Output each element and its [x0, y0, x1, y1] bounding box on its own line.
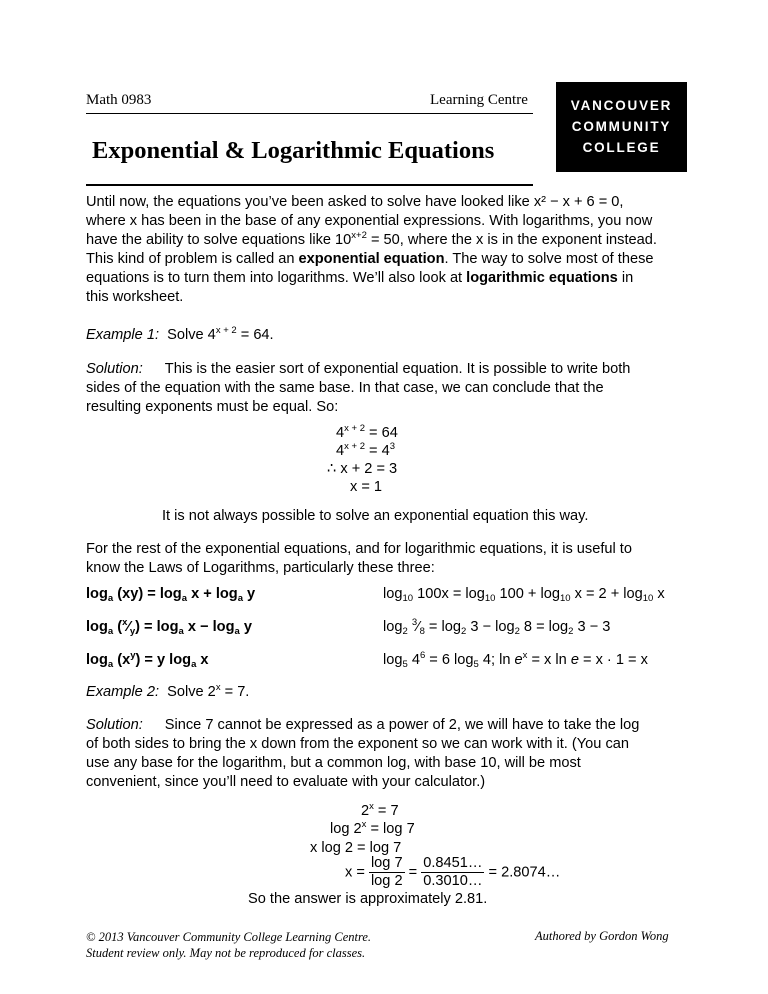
example2-step2: $\log 2^x = \log 7$	[330, 819, 415, 837]
college-logo: VANCOUVER COMMUNITY COLLEGE	[556, 82, 687, 172]
example2-solution: Solution: Since 7 cannot be expressed as a power of 2, we will have to take the log of both sides to bring the x down from the exponent so we can work with it. (You can use any base for the logarithm, but a common log, with base 10, will be most convenient, since you’ll need to evaluate with your calculator.)	[86, 717, 640, 790]
laws-intro: For the rest of the exponential equations, and for logarithmic equations, it is useful to know the Laws of Logarithms, particularly these three:	[86, 541, 632, 576]
example1-step2: $4^{x + 2} = 4^3$	[336, 441, 396, 459]
footer-author: Authored by Gordon Wong	[535, 929, 669, 943]
example1-solution: Solution: This is the easier sort of exponential equation. It is possible to write both sides of the equation with the same base. In that case, we can conclude that the resulting exponents must be equal. So:	[86, 361, 631, 415]
course-label: Math 0983	[86, 92, 152, 108]
example2-step1: $2^x = 7$	[361, 801, 399, 819]
header-rule-top	[86, 113, 533, 114]
centre-label: Learning Centre	[430, 92, 528, 108]
example1-prompt: Example 1: Solve $4^{x + 2} = 64$.	[86, 325, 274, 343]
example1-step3: ∴ x + 2 = 3	[327, 461, 398, 477]
footer-copyright: © 2013 Vancouver Community College Learning Centre. Student review only. May not be reproduced for classes.	[86, 930, 372, 960]
example2-step3: x log 2 = log 7	[310, 840, 402, 856]
intro-paragraph: Until now, the equations you’ve been asked to solve have looked like x² − x + 6 = 0, where x has been in the base of any exponential expressions. With logarithms, you now have the ability to solve equations like $10^{x+2} = 50$, where the x is in the exponent instead. This kind of problem is called an exponential equation. The way to solve most of these equations is to turn them into logarithms. We’ll also look at logarithmic equations in this worksheet.	[86, 194, 657, 305]
header-rule-bottom	[86, 184, 533, 186]
example1-note: It is not always possible to solve an exponential equation this way.	[162, 508, 589, 524]
example1-step1: $4^{x + 2} = 64$	[336, 423, 398, 441]
example2-step4: x = $\frac{\log 7}{\log 2}$ = $\frac{0.8451\dots}{0.3010\dots}$ = 2.8074…	[345, 855, 561, 889]
example1-step4: x = 1	[350, 479, 383, 495]
example2-answer: So the answer is approximately 2.81.	[248, 891, 488, 907]
example2-prompt: Example 2: Solve $2^x = 7$.	[86, 682, 250, 700]
page-title: Exponential & Logarithmic Equations	[92, 137, 495, 164]
